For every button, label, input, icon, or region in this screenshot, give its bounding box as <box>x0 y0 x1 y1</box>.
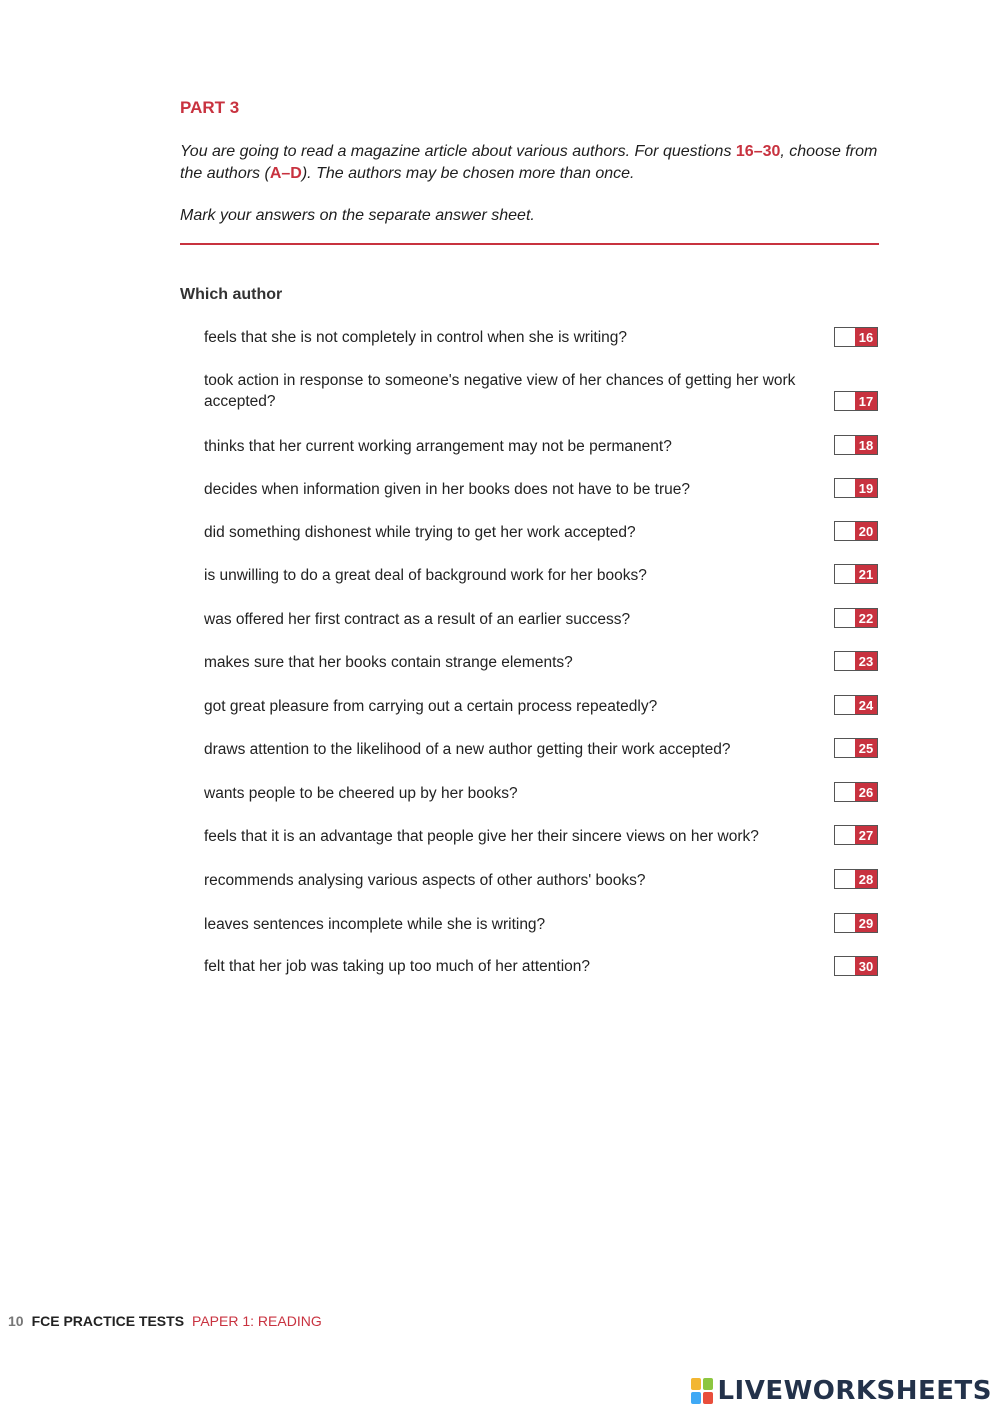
answer-box-21[interactable] <box>834 564 878 584</box>
question-text: draws attention to the likelihood of a new author getting their work accepted? <box>204 741 731 758</box>
answer-box-19[interactable] <box>834 478 878 498</box>
answer-input[interactable] <box>835 565 855 583</box>
answer-input[interactable] <box>835 609 855 627</box>
answer-input[interactable] <box>835 739 855 757</box>
question-number: 28 <box>855 870 877 888</box>
answer-input[interactable] <box>835 479 855 497</box>
answer-input[interactable] <box>835 652 855 670</box>
question-text: thinks that her current working arrangement may not be permanent? <box>204 438 672 455</box>
mark-answers-instruction: Mark your answers on the separate answer sheet. <box>180 207 535 224</box>
question-number: 30 <box>855 957 877 975</box>
answer-input[interactable] <box>835 328 855 346</box>
question-text: wants people to be cheered up by her books? <box>204 785 518 802</box>
question-text: felt that her job was taking up too much of her attention? <box>204 958 591 975</box>
answer-box-17[interactable] <box>834 391 878 411</box>
question-text: got great pleasure from carrying out a certain process repeatedly? <box>204 698 658 715</box>
answer-input[interactable] <box>835 957 855 975</box>
question-number: 21 <box>855 565 877 583</box>
page-number: 10 <box>8 1313 24 1329</box>
author-letters: A–D <box>269 165 302 182</box>
answer-input[interactable] <box>835 436 855 454</box>
question-number: 23 <box>855 652 877 670</box>
question-range: 16–30 <box>735 143 781 160</box>
question-number: 19 <box>855 479 877 497</box>
page-footer <box>8 1313 322 1329</box>
answer-box-27[interactable] <box>834 825 878 845</box>
answer-box-30[interactable] <box>834 956 878 976</box>
question-text: took action in response to someone's negative view of her chances of getting her work accepted? <box>204 372 796 410</box>
section-divider <box>180 243 879 245</box>
instructions-text-2: , choose from the authors ( <box>180 143 878 182</box>
question-number: 22 <box>855 609 877 627</box>
answer-input[interactable] <box>835 914 855 932</box>
liveworksheets-logo-icon <box>691 1378 713 1404</box>
part-title: PART 3 <box>180 98 240 117</box>
question-number: 20 <box>855 522 877 540</box>
answer-box-20[interactable] <box>834 521 878 541</box>
instructions-text-3: ). The authors may be chosen more than once. <box>301 165 635 182</box>
question-text: decides when information given in her books does not have to be true? <box>204 481 690 498</box>
question-text: leaves sentences incomplete while she is writing? <box>204 916 546 933</box>
question-text: recommends analysing various aspects of other authors' books? <box>204 872 646 889</box>
answer-input[interactable] <box>835 826 855 844</box>
question-number: 27 <box>855 826 877 844</box>
question-text: feels that she is not completely in control when she is writing? <box>204 329 628 346</box>
question-number: 29 <box>855 914 877 932</box>
answer-input[interactable] <box>835 870 855 888</box>
answer-input[interactable] <box>835 696 855 714</box>
instructions-text-1: You are going to read a magazine article about various authors. For questions <box>180 143 736 160</box>
instructions <box>180 141 900 185</box>
question-text: did something dishonest while trying to get her work accepted? <box>204 524 636 541</box>
question-text: makes sure that her books contain strange elements? <box>204 654 573 671</box>
question-text: was offered her first contract as a result of an earlier success? <box>204 611 631 628</box>
answer-box-25[interactable] <box>834 738 878 758</box>
book-series: FCE PRACTICE TESTS <box>31 1313 185 1329</box>
answer-input[interactable] <box>835 522 855 540</box>
answer-box-23[interactable] <box>834 651 878 671</box>
question-text: feels that it is an advantage that people give her their sincere views on her work? <box>204 828 759 845</box>
paper-name: PAPER 1: READING <box>192 1313 322 1329</box>
answer-box-16[interactable] <box>834 327 878 347</box>
watermark-text: LIVEWORKSHEETS <box>717 1376 992 1406</box>
answer-box-24[interactable] <box>834 695 878 715</box>
answer-box-26[interactable] <box>834 782 878 802</box>
liveworksheets-watermark <box>691 1376 992 1406</box>
answer-input[interactable] <box>835 392 855 410</box>
question-number: 16 <box>855 328 877 346</box>
question-number: 17 <box>855 392 877 410</box>
answer-box-29[interactable] <box>834 913 878 933</box>
question-text: is unwilling to do a great deal of background work for her books? <box>204 567 647 584</box>
answer-box-18[interactable] <box>834 435 878 455</box>
answer-box-22[interactable] <box>834 608 878 628</box>
question-number: 25 <box>855 739 877 757</box>
answer-box-28[interactable] <box>834 869 878 889</box>
question-number: 24 <box>855 696 877 714</box>
which-author-heading: Which author <box>180 286 283 303</box>
answer-input[interactable] <box>835 783 855 801</box>
question-number: 18 <box>855 436 877 454</box>
question-number: 26 <box>855 783 877 801</box>
